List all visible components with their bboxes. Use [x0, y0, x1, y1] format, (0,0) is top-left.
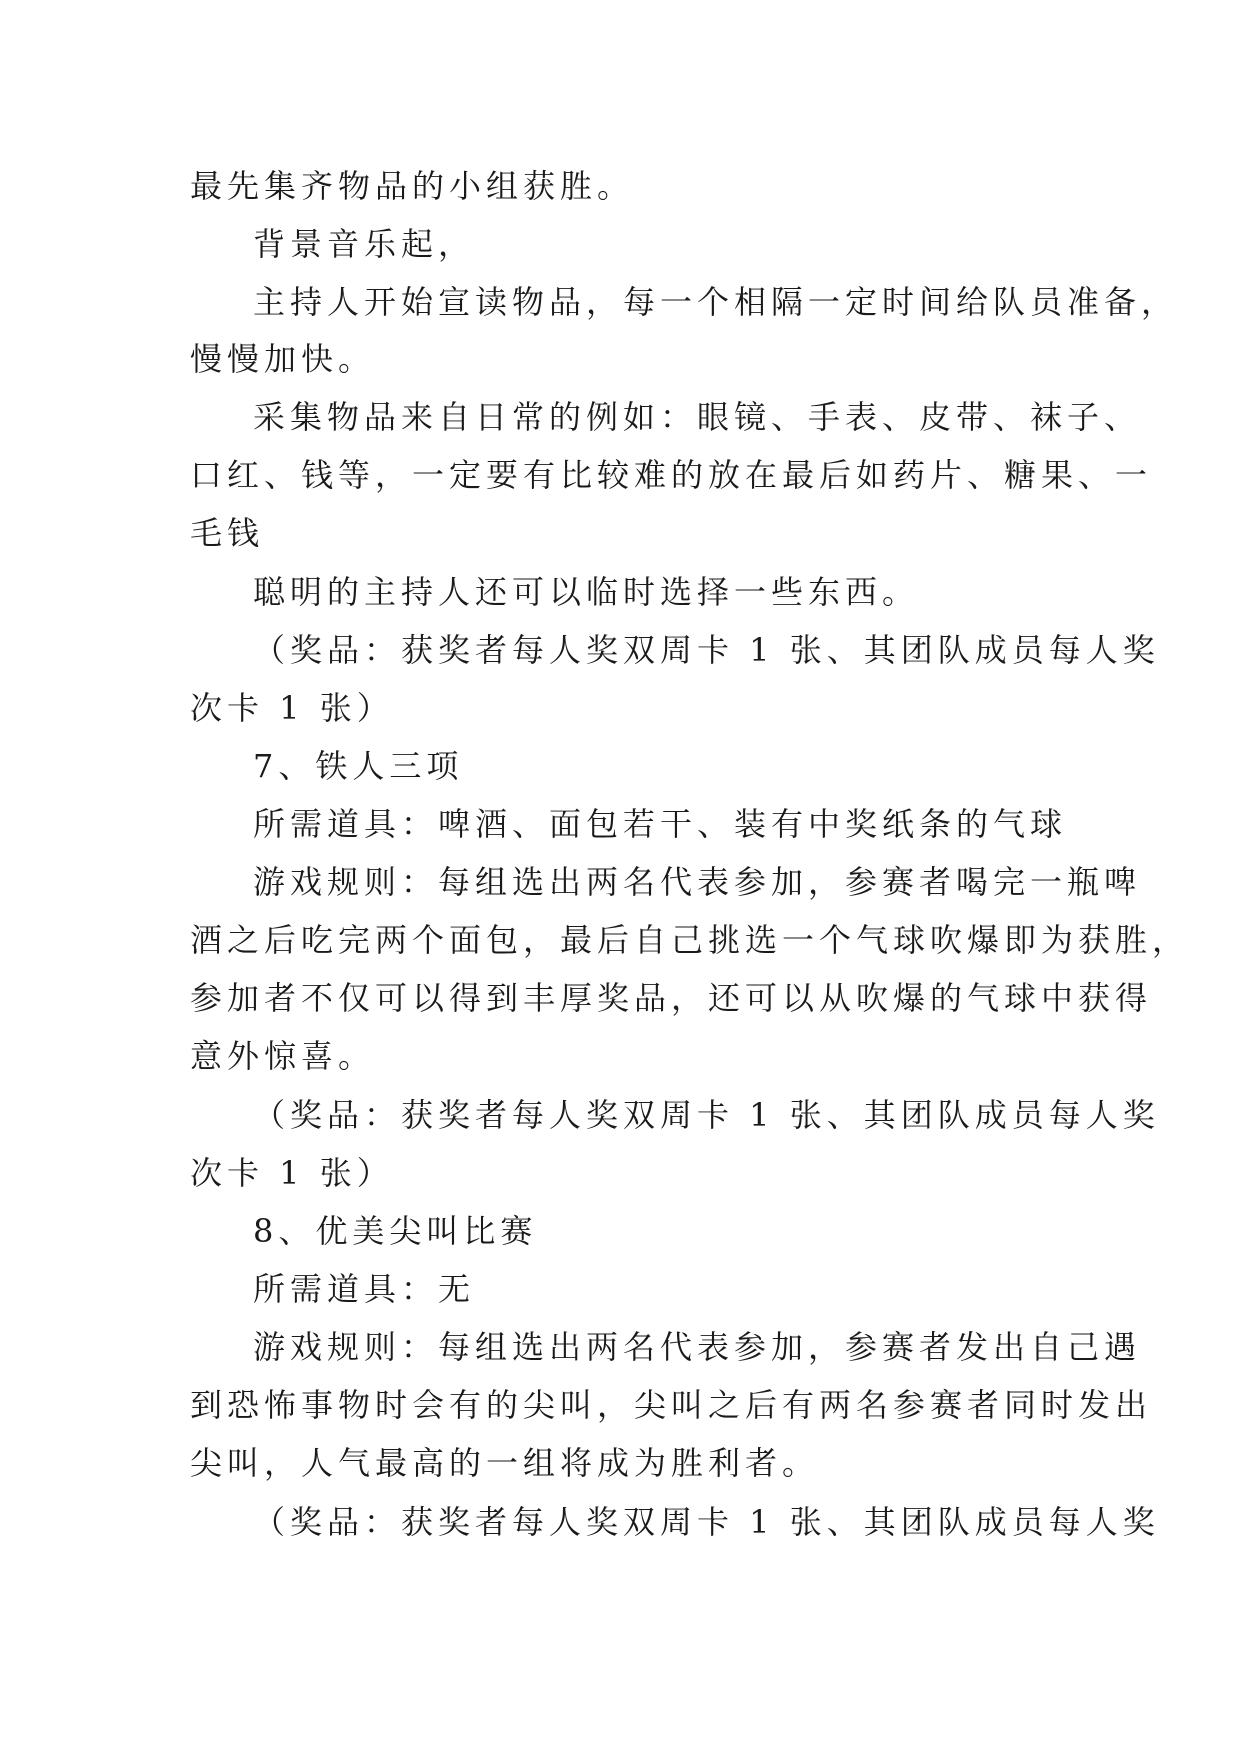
- text-line: 次卡 1 张）: [190, 1154, 394, 1192]
- section-heading: 8、优美尖叫比赛: [253, 1212, 538, 1250]
- text-line: 最先集齐物品的小组获胜。: [190, 167, 635, 205]
- text-line: 游戏规则：每组选出两名代表参加，参赛者发出自己遇: [253, 1328, 1142, 1366]
- text-line: 酒之后吃完两个面包，最后自己挑选一个气球吹爆即为获胜，: [190, 921, 1190, 959]
- text-line: 游戏规则：每组选出两名代表参加，参赛者喝完一瓶啤: [253, 863, 1142, 901]
- text-line: 到恐怖事物时会有的尖叫，尖叫之后有两名参赛者同时发出: [190, 1386, 1153, 1424]
- text-line: （奖品：获奖者每人奖双周卡 1 张、其团队成员每人奖: [253, 1503, 1160, 1541]
- text-line: （奖品：获奖者每人奖双周卡 1 张、其团队成员每人奖: [253, 631, 1160, 669]
- text-line: 尖叫，人气最高的一组将成为胜利者。: [190, 1444, 820, 1482]
- text-line: 次卡 1 张）: [190, 689, 394, 727]
- text-line: 采集物品来自日常的例如：眼镜、手表、皮带、袜子、: [253, 398, 1142, 436]
- text-line: （奖品：获奖者每人奖双周卡 1 张、其团队成员每人奖: [253, 1096, 1160, 1134]
- text-line: 主持人开始宣读物品，每一个相隔一定时间给队员准备，: [253, 283, 1179, 321]
- text-line: 毛钱: [190, 514, 265, 552]
- text-line: 意外惊喜。: [190, 1037, 376, 1075]
- section-heading: 7、铁人三项: [253, 747, 464, 785]
- text-line: 口红、钱等，一定要有比较难的放在最后如药片、糖果、一: [190, 456, 1153, 494]
- text-line: 慢慢加快。: [190, 340, 376, 378]
- text-line: 聪明的主持人还可以临时选择一些东西。: [253, 573, 920, 611]
- text-line: 参加者不仅可以得到丰厚奖品，还可以从吹爆的气球中获得: [190, 979, 1153, 1017]
- text-line: 背景音乐起，: [253, 225, 476, 263]
- text-line: 所需道具：无: [253, 1270, 476, 1308]
- text-line: 所需道具：啤酒、面包若干、装有中奖纸条的气球: [253, 805, 1068, 843]
